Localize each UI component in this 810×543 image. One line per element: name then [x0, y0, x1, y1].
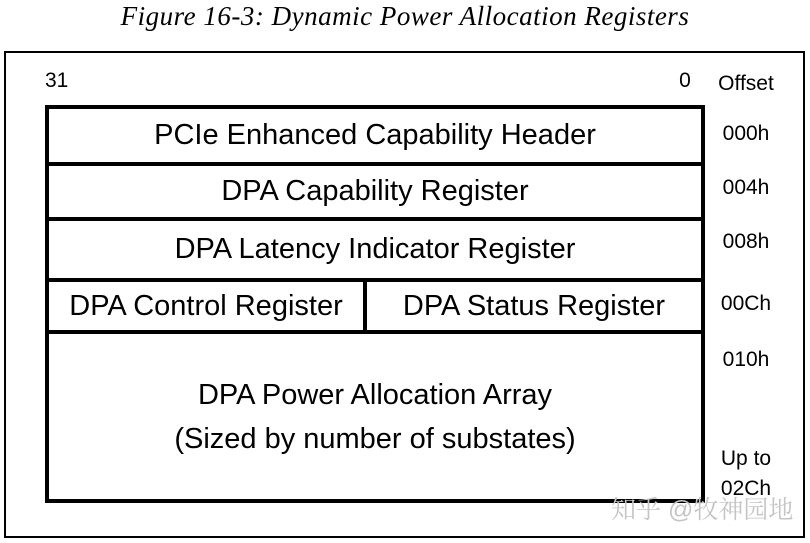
register-row-dpa-power-allocation-array [49, 334, 701, 499]
offset-value-004h: 004h [722, 176, 770, 199]
register-row-dpa-latency-indicator [49, 221, 701, 282]
register-row-pcie-enhanced-capability-header [49, 109, 701, 166]
register-label: PCIe Enhanced Capability Header [154, 119, 596, 151]
figure-title: Figure 16-3: Dynamic Power Allocation Registers [120, 1, 690, 31]
register-label: DPA Status Register [402, 289, 666, 322]
register-row-dpa-control-status [49, 282, 701, 334]
register-label: DPA Capability Register [221, 175, 529, 207]
offset-value-008h: 008h [722, 230, 770, 253]
watermark-zhihu: 知乎 @牧神园地 [611, 496, 794, 524]
register-table [45, 105, 705, 503]
register-label-line2: (Sized by number of substates) [174, 422, 576, 455]
register-cell-dpa-control [49, 282, 367, 330]
bit-label-0: 0 [679, 69, 691, 92]
bit-label-31: 31 [45, 69, 69, 92]
offset-value-00ch: 00Ch [720, 292, 772, 315]
offset-value-000h: 000h [722, 122, 770, 145]
offset-column-header: Offset [718, 72, 774, 95]
offset-value-010h: 010h [722, 348, 770, 371]
register-label: DPA Latency Indicator Register [174, 233, 576, 265]
register-row-dpa-capability [49, 166, 701, 221]
register-cell-dpa-status [367, 282, 701, 330]
offset-value-02ch: 02Ch [720, 477, 772, 500]
offset-up-to-label: Up to [720, 447, 772, 470]
register-label-line1: DPA Power Allocation Array [197, 378, 553, 411]
register-label: DPA Control Register [69, 289, 343, 322]
